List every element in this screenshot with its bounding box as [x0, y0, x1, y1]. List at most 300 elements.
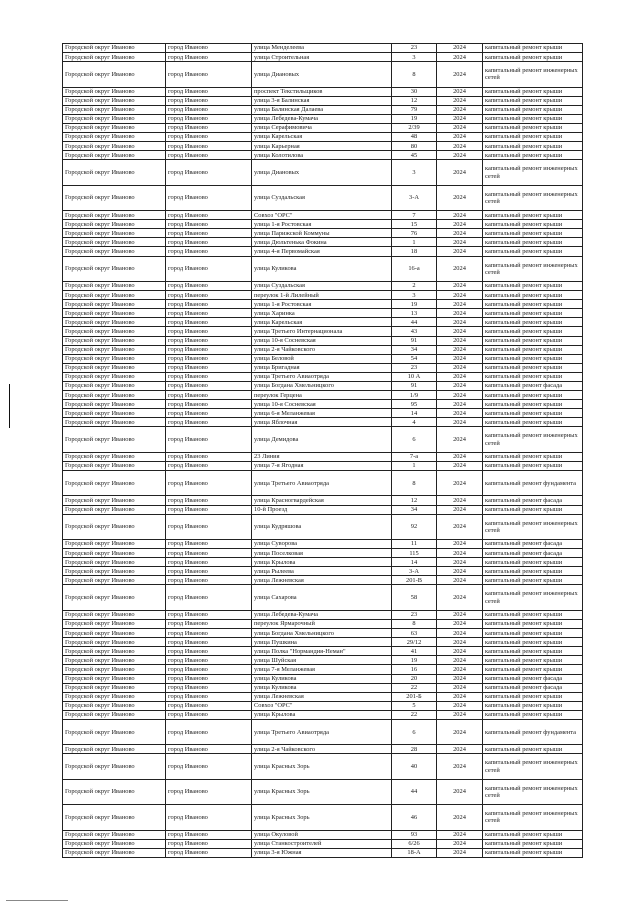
- okrug-cell: Городской округ Иваново: [63, 496, 166, 505]
- city-cell: город Иваново: [166, 327, 252, 336]
- okrug-cell: Городской округ Иваново: [63, 567, 166, 576]
- city-cell: город Иваново: [166, 610, 252, 619]
- table-row: [63, 505, 583, 514]
- year-cell: 2024: [437, 372, 483, 381]
- okrug-cell: Городской округ Иваново: [63, 281, 166, 290]
- okrug-cell: Городской округ Иваново: [63, 665, 166, 674]
- year-cell: 2024: [437, 345, 483, 354]
- okrug-cell: Городской округ Иваново: [63, 839, 166, 848]
- house-number-cell: 201-Б: [392, 692, 437, 701]
- house-number-cell: 10 А: [392, 372, 437, 381]
- okrug-cell: Городской округ Иваново: [63, 62, 166, 87]
- house-number-cell: 16: [392, 665, 437, 674]
- house-number-cell: 4: [392, 418, 437, 427]
- house-number-cell: 30: [392, 87, 437, 96]
- city-cell: город Иваново: [166, 540, 252, 549]
- house-number-cell: 34: [392, 505, 437, 514]
- year-cell: 2024: [437, 839, 483, 848]
- house-number-cell: 19: [392, 114, 437, 123]
- table-row: [63, 300, 583, 309]
- work-type-cell: капитальный ремонт крыши: [483, 710, 583, 719]
- margin-mark: [9, 384, 10, 428]
- street-cell: переулок Герцена: [252, 391, 392, 400]
- city-cell: город Иваново: [166, 142, 252, 151]
- table-row: [63, 674, 583, 683]
- city-cell: город Иваново: [166, 238, 252, 247]
- table-row: [63, 133, 583, 142]
- table-row: [63, 400, 583, 409]
- house-number-cell: 48: [392, 133, 437, 142]
- work-type-cell: капитальный ремонт крыши: [483, 151, 583, 160]
- work-type-cell: капитальный ремонт крыши: [483, 247, 583, 256]
- table-row: [63, 391, 583, 400]
- table-row: [63, 629, 583, 638]
- house-number-cell: 3: [392, 160, 437, 185]
- table-row: [63, 710, 583, 719]
- city-cell: город Иваново: [166, 211, 252, 220]
- table-row: [63, 558, 583, 567]
- house-number-cell: 80: [392, 142, 437, 151]
- work-type-cell: капитальный ремонт крыши: [483, 53, 583, 62]
- table-row: [63, 549, 583, 558]
- work-type-cell: капитальный ремонт крыши: [483, 238, 583, 247]
- table-row: [63, 345, 583, 354]
- street-cell: улица Третьего Интернационала: [252, 327, 392, 336]
- year-cell: 2024: [437, 391, 483, 400]
- city-cell: город Иваново: [166, 345, 252, 354]
- okrug-cell: Городской округ Иваново: [63, 53, 166, 62]
- city-cell: город Иваново: [166, 96, 252, 105]
- okrug-cell: Городской округ Иваново: [63, 418, 166, 427]
- house-number-cell: 3-А: [392, 185, 437, 210]
- okrug-cell: Городской округ Иваново: [63, 638, 166, 647]
- street-cell: улица 10-я Сосневская: [252, 336, 392, 345]
- year-cell: 2024: [437, 238, 483, 247]
- street-cell: улица Куликова: [252, 674, 392, 683]
- work-type-cell: капитальный ремонт крыши: [483, 133, 583, 142]
- work-type-cell: капитальный ремонт инженерных сетей: [483, 62, 583, 87]
- okrug-cell: Городской округ Иваново: [63, 185, 166, 210]
- work-type-cell: капитальный ремонт крыши: [483, 336, 583, 345]
- street-cell: улица Суздальская: [252, 185, 392, 210]
- table-row: [63, 540, 583, 549]
- okrug-cell: Городской округ Иваново: [63, 585, 166, 610]
- city-cell: город Иваново: [166, 452, 252, 461]
- table-row: [63, 229, 583, 238]
- street-cell: улица Лежневская: [252, 576, 392, 585]
- year-cell: 2024: [437, 745, 483, 754]
- work-type-cell: капитальный ремонт крыши: [483, 105, 583, 114]
- street-cell: улица Парижской Коммуны: [252, 229, 392, 238]
- okrug-cell: Городской округ Иваново: [63, 309, 166, 318]
- year-cell: 2024: [437, 211, 483, 220]
- table-row: [63, 683, 583, 692]
- table-row: [63, 354, 583, 363]
- table-row: [63, 496, 583, 505]
- street-cell: улица Красных Зорь: [252, 779, 392, 804]
- table-row: [63, 238, 583, 247]
- city-cell: город Иваново: [166, 692, 252, 701]
- work-type-cell: капитальный ремонт крыши: [483, 610, 583, 619]
- year-cell: 2024: [437, 327, 483, 336]
- year-cell: 2024: [437, 354, 483, 363]
- house-number-cell: 6: [392, 427, 437, 452]
- street-cell: улица Красногвардейская: [252, 496, 392, 505]
- work-type-cell: капитальный ремонт фундамента: [483, 720, 583, 745]
- work-type-cell: капитальный ремонт инженерных сетей: [483, 256, 583, 281]
- year-cell: 2024: [437, 683, 483, 692]
- year-cell: 2024: [437, 44, 483, 53]
- street-cell: улица Лебедева-Кумача: [252, 610, 392, 619]
- street-cell: улица Лебедева-Кумача: [252, 114, 392, 123]
- year-cell: 2024: [437, 382, 483, 391]
- table-row: [63, 692, 583, 701]
- house-number-cell: 14: [392, 409, 437, 418]
- year-cell: 2024: [437, 96, 483, 105]
- house-number-cell: 63: [392, 629, 437, 638]
- city-cell: город Иваново: [166, 629, 252, 638]
- table-row: [63, 754, 583, 779]
- year-cell: 2024: [437, 291, 483, 300]
- table-row: [63, 151, 583, 160]
- street-cell: улица 2-я Чайковского: [252, 345, 392, 354]
- work-type-cell: капитальный ремонт крыши: [483, 229, 583, 238]
- street-cell: улица Полка "Нормандия-Неман": [252, 647, 392, 656]
- work-type-cell: капитальный ремонт фасада: [483, 683, 583, 692]
- table-row: [63, 848, 583, 857]
- work-type-cell: капитальный ремонт крыши: [483, 567, 583, 576]
- table-row: [63, 281, 583, 290]
- okrug-cell: Городской округ Иваново: [63, 247, 166, 256]
- house-number-cell: 18-А: [392, 848, 437, 857]
- city-cell: город Иваново: [166, 400, 252, 409]
- year-cell: 2024: [437, 247, 483, 256]
- okrug-cell: Городской округ Иваново: [63, 151, 166, 160]
- work-type-cell: капитальный ремонт инженерных сетей: [483, 754, 583, 779]
- year-cell: 2024: [437, 567, 483, 576]
- street-cell: переулок 1-й Лилейный: [252, 291, 392, 300]
- city-cell: город Иваново: [166, 133, 252, 142]
- work-type-cell: капитальный ремонт инженерных сетей: [483, 805, 583, 830]
- street-cell: улица Балинская Далаева: [252, 105, 392, 114]
- house-number-cell: 12: [392, 96, 437, 105]
- year-cell: 2024: [437, 281, 483, 290]
- street-cell: улица Сахарова: [252, 585, 392, 610]
- street-cell: улица Харинка: [252, 309, 392, 318]
- work-type-cell: капитальный ремонт крыши: [483, 354, 583, 363]
- house-number-cell: 2: [392, 281, 437, 290]
- street-cell: улица Богдана Хмельницкого: [252, 382, 392, 391]
- year-cell: 2024: [437, 514, 483, 539]
- house-number-cell: 2/39: [392, 123, 437, 132]
- street-cell: проспект Текстильщиков: [252, 87, 392, 96]
- work-type-cell: капитальный ремонт крыши: [483, 300, 583, 309]
- okrug-cell: Городской округ Иваново: [63, 327, 166, 336]
- street-cell: улица Крылова: [252, 710, 392, 719]
- work-type-cell: капитальный ремонт крыши: [483, 576, 583, 585]
- city-cell: город Иваново: [166, 558, 252, 567]
- street-cell: улица 6-я Меланжевая: [252, 409, 392, 418]
- okrug-cell: Городской округ Иваново: [63, 142, 166, 151]
- house-number-cell: 54: [392, 354, 437, 363]
- table-row: [63, 185, 583, 210]
- okrug-cell: Городской округ Иваново: [63, 745, 166, 754]
- street-cell: улица Куликова: [252, 256, 392, 281]
- city-cell: город Иваново: [166, 309, 252, 318]
- year-cell: 2024: [437, 701, 483, 710]
- house-number-cell: 14: [392, 558, 437, 567]
- city-cell: город Иваново: [166, 160, 252, 185]
- year-cell: 2024: [437, 656, 483, 665]
- work-type-cell: капитальный ремонт крыши: [483, 656, 583, 665]
- street-cell: улица Карьерная: [252, 142, 392, 151]
- house-number-cell: 40: [392, 754, 437, 779]
- house-number-cell: 6/26: [392, 839, 437, 848]
- city-cell: город Иваново: [166, 505, 252, 514]
- house-number-cell: 46: [392, 805, 437, 830]
- okrug-cell: Городской округ Иваново: [63, 576, 166, 585]
- year-cell: 2024: [437, 142, 483, 151]
- city-cell: город Иваново: [166, 53, 252, 62]
- city-cell: город Иваново: [166, 409, 252, 418]
- city-cell: город Иваново: [166, 585, 252, 610]
- year-cell: 2024: [437, 638, 483, 647]
- house-number-cell: 76: [392, 229, 437, 238]
- house-number-cell: 92: [392, 514, 437, 539]
- house-number-cell: 95: [392, 400, 437, 409]
- house-number-cell: 23: [392, 610, 437, 619]
- okrug-cell: Городской округ Иваново: [63, 427, 166, 452]
- okrug-cell: Городской округ Иваново: [63, 710, 166, 719]
- city-cell: город Иваново: [166, 151, 252, 160]
- year-cell: 2024: [437, 151, 483, 160]
- okrug-cell: Городской округ Иваново: [63, 683, 166, 692]
- street-cell: улица Третьего Авиаотряда: [252, 720, 392, 745]
- street-cell: Совхоз "ОРС": [252, 701, 392, 710]
- house-number-cell: 79: [392, 105, 437, 114]
- okrug-cell: Городской округ Иваново: [63, 558, 166, 567]
- street-cell: улица Суздальская: [252, 281, 392, 290]
- house-number-cell: 6: [392, 720, 437, 745]
- work-type-cell: капитальный ремонт инженерных сетей: [483, 779, 583, 804]
- street-cell: улица Карельская: [252, 318, 392, 327]
- okrug-cell: Городской округ Иваново: [63, 211, 166, 220]
- year-cell: 2024: [437, 779, 483, 804]
- table-row: [63, 830, 583, 839]
- street-cell: улица Куликова: [252, 683, 392, 692]
- okrug-cell: Городской округ Иваново: [63, 656, 166, 665]
- city-cell: город Иваново: [166, 229, 252, 238]
- city-cell: город Иваново: [166, 336, 252, 345]
- table-row: [63, 567, 583, 576]
- year-cell: 2024: [437, 160, 483, 185]
- table-row: [63, 665, 583, 674]
- house-number-cell: 22: [392, 710, 437, 719]
- city-cell: город Иваново: [166, 830, 252, 839]
- okrug-cell: Городской округ Иваново: [63, 720, 166, 745]
- street-cell: улица Дюльтенька Фокина: [252, 238, 392, 247]
- table-row: [63, 87, 583, 96]
- city-cell: город Иваново: [166, 220, 252, 229]
- street-cell: улица Серафимовича: [252, 123, 392, 132]
- year-cell: 2024: [437, 505, 483, 514]
- table-row: [63, 160, 583, 185]
- street-cell: улица Поселковая: [252, 549, 392, 558]
- work-type-cell: капитальный ремонт крыши: [483, 692, 583, 701]
- city-cell: город Иваново: [166, 87, 252, 96]
- work-type-cell: капитальный ремонт крыши: [483, 281, 583, 290]
- work-type-cell: капитальный ремонт крыши: [483, 745, 583, 754]
- okrug-cell: Городской округ Иваново: [63, 830, 166, 839]
- year-cell: 2024: [437, 185, 483, 210]
- year-cell: 2024: [437, 300, 483, 309]
- okrug-cell: Городской округ Иваново: [63, 629, 166, 638]
- work-type-cell: капитальный ремонт крыши: [483, 327, 583, 336]
- table-row: [63, 610, 583, 619]
- okrug-cell: Городской округ Иваново: [63, 229, 166, 238]
- okrug-cell: Городской округ Иваново: [63, 105, 166, 114]
- okrug-cell: Городской округ Иваново: [63, 549, 166, 558]
- year-cell: 2024: [437, 674, 483, 683]
- table-row: [63, 114, 583, 123]
- table-row: [63, 619, 583, 628]
- city-cell: город Иваново: [166, 281, 252, 290]
- okrug-cell: Городской округ Иваново: [63, 647, 166, 656]
- table-row: [63, 96, 583, 105]
- house-number-cell: 3-А: [392, 567, 437, 576]
- work-type-cell: капитальный ремонт крыши: [483, 114, 583, 123]
- street-cell: улица Суворова: [252, 540, 392, 549]
- table-row: [63, 309, 583, 318]
- street-cell: улица Пушкина: [252, 638, 392, 647]
- year-cell: 2024: [437, 665, 483, 674]
- city-cell: город Иваново: [166, 363, 252, 372]
- work-type-cell: капитальный ремонт крыши: [483, 142, 583, 151]
- work-type-cell: капитальный ремонт крыши: [483, 372, 583, 381]
- city-cell: город Иваново: [166, 779, 252, 804]
- okrug-cell: Городской округ Иваново: [63, 452, 166, 461]
- house-number-cell: 15: [392, 220, 437, 229]
- okrug-cell: Городской округ Иваново: [63, 345, 166, 354]
- city-cell: город Иваново: [166, 647, 252, 656]
- work-type-cell: капитальный ремонт крыши: [483, 96, 583, 105]
- work-type-cell: капитальный ремонт крыши: [483, 391, 583, 400]
- okrug-cell: Городской округ Иваново: [63, 114, 166, 123]
- table-row: [63, 44, 583, 53]
- street-cell: улица Диановых: [252, 160, 392, 185]
- footer-rule: [6, 900, 68, 901]
- table-row: [63, 779, 583, 804]
- year-cell: 2024: [437, 400, 483, 409]
- okrug-cell: Городской округ Иваново: [63, 382, 166, 391]
- okrug-cell: Городской округ Иваново: [63, 805, 166, 830]
- okrug-cell: Городской округ Иваново: [63, 505, 166, 514]
- city-cell: город Иваново: [166, 291, 252, 300]
- house-number-cell: 201-В: [392, 576, 437, 585]
- okrug-cell: Городской округ Иваново: [63, 610, 166, 619]
- work-type-cell: капитальный ремонт крыши: [483, 87, 583, 96]
- year-cell: 2024: [437, 123, 483, 132]
- okrug-cell: Городской округ Иваново: [63, 391, 166, 400]
- street-cell: улица Бригадная: [252, 363, 392, 372]
- work-type-cell: капитальный ремонт крыши: [483, 665, 583, 674]
- house-number-cell: 3: [392, 53, 437, 62]
- street-cell: улица Красных Зорь: [252, 805, 392, 830]
- year-cell: 2024: [437, 53, 483, 62]
- house-number-cell: 115: [392, 549, 437, 558]
- okrug-cell: Городской округ Иваново: [63, 372, 166, 381]
- street-cell: улица Строительная: [252, 53, 392, 62]
- year-cell: 2024: [437, 87, 483, 96]
- table-row: [63, 363, 583, 372]
- okrug-cell: Городской округ Иваново: [63, 514, 166, 539]
- year-cell: 2024: [437, 461, 483, 470]
- okrug-cell: Городской округ Иваново: [63, 754, 166, 779]
- table-row: [63, 638, 583, 647]
- work-type-cell: капитальный ремонт крыши: [483, 452, 583, 461]
- okrug-cell: Городской округ Иваново: [63, 300, 166, 309]
- table-row: [63, 576, 583, 585]
- work-type-cell: капитальный ремонт крыши: [483, 123, 583, 132]
- city-cell: город Иваново: [166, 185, 252, 210]
- year-cell: 2024: [437, 220, 483, 229]
- house-number-cell: 16-а: [392, 256, 437, 281]
- table-row: [63, 220, 583, 229]
- table-row: [63, 471, 583, 496]
- work-type-cell: капитальный ремонт крыши: [483, 418, 583, 427]
- okrug-cell: Городской округ Иваново: [63, 220, 166, 229]
- house-number-cell: 1: [392, 461, 437, 470]
- city-cell: город Иваново: [166, 256, 252, 281]
- street-cell: улица Окуловой: [252, 830, 392, 839]
- okrug-cell: Городской округ Иваново: [63, 96, 166, 105]
- house-number-cell: 7: [392, 211, 437, 220]
- house-number-cell: 11: [392, 540, 437, 549]
- work-type-cell: капитальный ремонт крыши: [483, 647, 583, 656]
- table-row: [63, 839, 583, 848]
- street-cell: улица 10-я Сосневская: [252, 400, 392, 409]
- table-row: [63, 745, 583, 754]
- year-cell: 2024: [437, 256, 483, 281]
- city-cell: город Иваново: [166, 754, 252, 779]
- city-cell: город Иваново: [166, 665, 252, 674]
- year-cell: 2024: [437, 318, 483, 327]
- street-cell: Совхоз "ОРС": [252, 211, 392, 220]
- year-cell: 2024: [437, 720, 483, 745]
- house-number-cell: 3: [392, 291, 437, 300]
- work-type-cell: капитальный ремонт крыши: [483, 345, 583, 354]
- work-type-cell: капитальный ремонт фасада: [483, 496, 583, 505]
- year-cell: 2024: [437, 452, 483, 461]
- year-cell: 2024: [437, 336, 483, 345]
- street-cell: улица 1-я Ростовская: [252, 220, 392, 229]
- work-type-cell: капитальный ремонт крыши: [483, 619, 583, 628]
- street-cell: улица Красных Зорь: [252, 754, 392, 779]
- work-type-cell: капитальный ремонт крыши: [483, 409, 583, 418]
- year-cell: 2024: [437, 363, 483, 372]
- year-cell: 2024: [437, 105, 483, 114]
- city-cell: город Иваново: [166, 567, 252, 576]
- house-number-cell: 19: [392, 656, 437, 665]
- table-row: [63, 327, 583, 336]
- table-row: [63, 701, 583, 710]
- city-cell: город Иваново: [166, 805, 252, 830]
- year-cell: 2024: [437, 754, 483, 779]
- work-type-cell: капитальный ремонт фундамента: [483, 471, 583, 496]
- table-row: [63, 372, 583, 381]
- table-row: [63, 514, 583, 539]
- year-cell: 2024: [437, 540, 483, 549]
